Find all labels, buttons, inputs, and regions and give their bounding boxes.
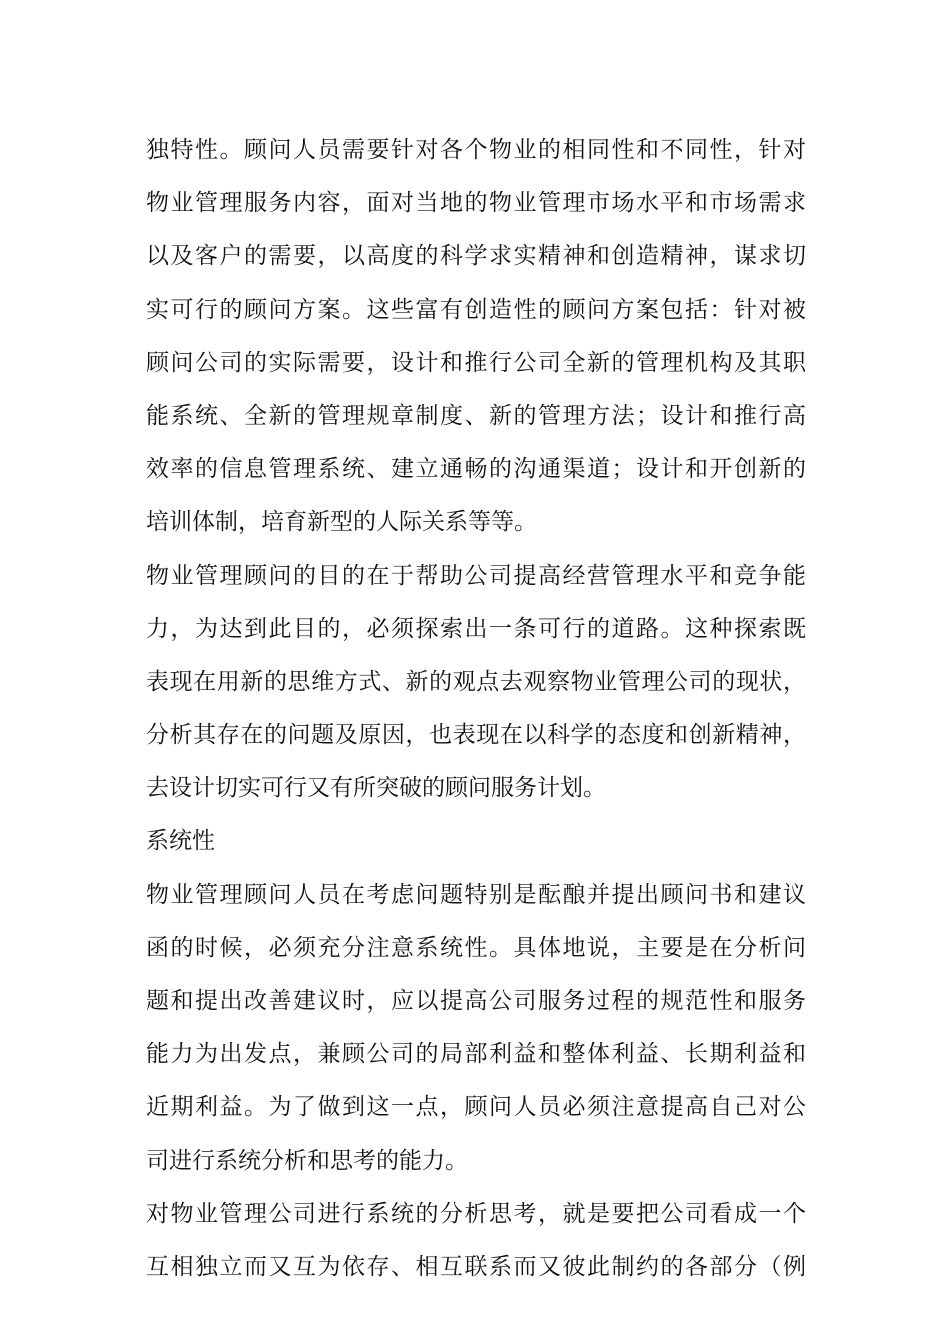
text-line: 题和提出改善建议时，应以提高公司服务过程的规范性和服务: [146, 988, 806, 1014]
text-line: 力，为达到此目的，必须探索出一条可行的道路。这种探索既: [146, 615, 806, 642]
text-line: 能力为出发点，兼顾公司的局部利益和整体利益、长期利益和: [146, 1041, 806, 1068]
text-line: 实可行的顾问方案。这些富有创造性的顾问方案包括：针对被: [146, 296, 806, 323]
text-line: 物业管理顾问的目的在于帮助公司提高经营管理水平和竞争能: [146, 562, 806, 589]
text-line: 独特性。顾问人员需要针对各个物业的相同性和不同性，针对: [146, 137, 806, 163]
text-line: 物业管理服务内容，面对当地的物业管理市场水平和市场需求: [146, 190, 806, 217]
text-line: 效率的信息管理系统、建立通畅的沟通渠道；设计和开创新的: [146, 456, 806, 483]
text-line: 表现在用新的思维方式、新的观点去观察物业管理公司的现状，: [146, 668, 806, 695]
document-body: [146, 124, 806, 1294]
text-line: 函的时候，必须充分注意系统性。具体地说，主要是在分析问: [146, 934, 806, 961]
text-line: 顾问公司的实际需要，设计和推行公司全新的管理机构及其职: [146, 349, 806, 376]
text-line: 分析其存在的问题及原因，也表现在以科学的态度和创新精神，: [146, 722, 806, 749]
text-line: 去设计切实可行又有所突破的顾问服务计划。: [146, 775, 606, 802]
text-line: 培训体制，培育新型的人际关系等等。: [146, 509, 537, 536]
text-line: 以及客户的需要，以高度的科学求实精神和创造精神，谋求切: [146, 243, 806, 270]
text-line: 能系统、全新的管理规章制度、新的管理方法；设计和推行高: [146, 402, 806, 429]
text-line: 物业管理顾问人员在考虑问题特别是酝酿并提出顾问书和建议: [146, 881, 806, 908]
text-line: 司进行系统分析和思考的能力。: [146, 1147, 468, 1174]
text-line: 对物业管理公司进行系统的分析思考，就是要把公司看成一个: [146, 1200, 806, 1227]
text-line: 近期利益。为了做到这一点，顾问人员必须注意提高自己对公: [146, 1094, 806, 1121]
text-line: 互相独立而又互为依存、相互联系而又彼此制约的各部分（例: [146, 1253, 806, 1280]
section-heading: 系统性: [146, 828, 215, 855]
